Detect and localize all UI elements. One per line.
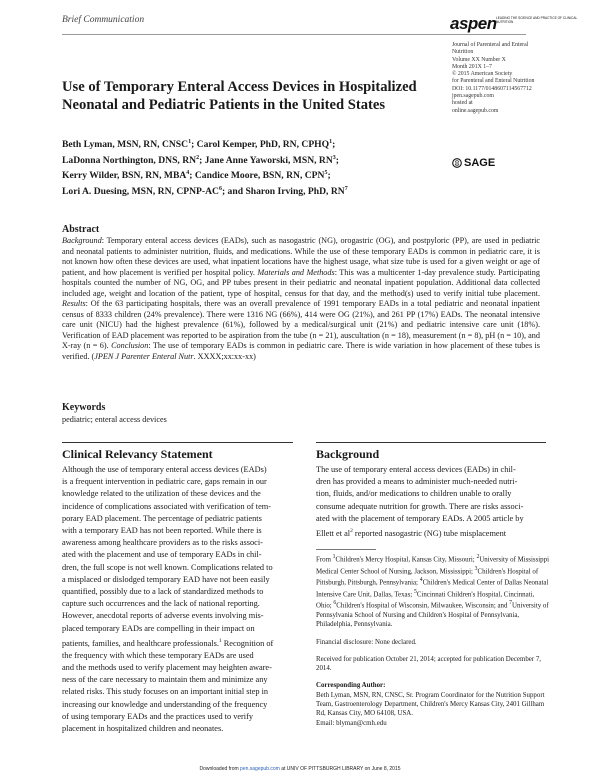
corresponding-label: Corresponding Author: (316, 682, 386, 690)
text-line: quantified, possibly due to a lack of standardized methods to (62, 587, 264, 597)
author: Jane Anne Yaworski, MSN, $RN^3$; (204, 154, 339, 166)
keywords-text: pediatric; enteral access devices (62, 415, 167, 424)
sage-word: SAGE (464, 157, 496, 169)
footnote-rule (316, 549, 376, 550)
author-list (62, 136, 392, 198)
reference-mark: 2 (350, 528, 353, 535)
text-line: is a frequent intervention in pediatric care, gaps remain in our (62, 477, 267, 487)
background-text: : Temporary enteral access devices (EADs), such as nasogastric (NG), orogastric (OG), and postpyloric (PP), are used in pediatric and neonatal patients to administer nutrition, fluids, and medications. While the use of these temporary EADs is common in pediatric care, it is not known how often these devices are used, what inpatient locations have the highest usage, what size tube is used for a given weight or age of patient, and how placement is verified per hospital policy. (62, 236, 540, 277)
journal-info-line: Month 201X 1–7 (452, 63, 492, 70)
journal-info-line[interactable]: jpen.sagepub.com (452, 93, 494, 100)
sage-logo (452, 157, 495, 169)
text-line: knowledge related to the utilization of these devices and the (62, 489, 261, 499)
section-rule-right (316, 442, 546, 443)
journal-info-line: Nutrition (452, 49, 474, 56)
author: Lori A. Duesing, MSN, RN, CPNP-$AC^6$; and (62, 185, 246, 197)
text-line: Although the use of temporary enteral access devices (EADs) (62, 465, 267, 474)
header-rule (62, 34, 526, 35)
text-line: However, anecdotal reports of adverse events involving mis- (62, 611, 264, 621)
journal-info-line[interactable]: online.sagepub.com (452, 107, 499, 114)
corresponding-text: Beth Lyman, MSN, RN, CNSC, Sr. Program Coordinator for the Nutrition Support Team, Gastroenterology Department, Children's Mercy Kansas City, 2401 Gillham Rd, Kansas City, MO 64108, USA. (316, 691, 545, 718)
methods-text: : This was a multicenter 1-day prevalence study. Participating hospitals counted the number of NG, OG, and PP tubes present in their pediatric and neonatal inpatient population. Additional data collected included age, weight and location of the patient, type of hospital, census for that day, and the method(s) used to verify initial tube placement. (62, 267, 540, 298)
footnotes (316, 553, 549, 728)
author: Beth Lyman, MSN, RN, CNSC$^1$; (62, 139, 197, 151)
text-line: the frequency with which these temporary EADs are used (62, 650, 254, 660)
sage-mark-icon (452, 158, 462, 168)
text-line: patients, families, and healthcare professionals.$^1$ Recognition of (62, 637, 274, 648)
text-line: related risks. This study focuses on an important initial step in (62, 687, 269, 697)
corresponding-email[interactable]: Email: blyman@cmh.edu (316, 719, 387, 727)
journal-info-line: hosted at (452, 100, 473, 107)
affiliations: From $^1$Children's Mercy Hospital, Kansas City, Missouri; $^2$University of Mississippi Medical Center School of Nursing, Jackson, Mississippi; $^3$Children's Hospital of Pittsburgh, Pittsburgh, Pennsylvania; $^4$Children's Medical Center of Dallas Neonatal Intensive Care Unit, Dallas, Texas; $^5$Cincinnati Children's Hospital, Cincinnati, Ohio; $^6$Children's Hospital of Wisconsin, Milwaukee, Wisconsin; and $^7$University of Pennsylvania School of Nursing and Children's Hospital of Pennsylvania, Philadelphia, Pennsylvania. (316, 554, 549, 629)
received-dates: Received for publication October 21, 2014; accepted for publication December 7, 2014. (316, 655, 542, 673)
citation: JPEN J Parenter Enteral Nutr (94, 352, 194, 362)
text-line: a misplaced or dislodged temporary EAD have not been easily (62, 574, 270, 584)
background-body (316, 464, 546, 540)
text-line: consume adequate nutrition for growth. There are risks associ- (316, 501, 524, 511)
aspen-logo (450, 14, 590, 34)
text-line: increasing our knowledge and understanding of the frequency (62, 699, 268, 709)
clinical-heading: Clinical Relevancy Statement (62, 447, 213, 461)
conclusion-label: Conclusion (111, 341, 149, 351)
text-line: capture such occurrences and the lack of national reporting. (62, 599, 260, 609)
conclusion-text: : The use of temporary EADs is common in pediatric care. There is wide variation in how placement of these tubes is verified. ( (62, 341, 540, 362)
article-title: Use of Temporary Enteral Access Devices in Hospitalized Neonatal and Pediatric Patients in the United States (62, 79, 417, 113)
results-text: : Of the 63 participating hospitals, there was an overall prevalence of 1991 temporary EADs in a total pediatric and neonatal inpatient census of 8333 children (24% prevalence). There were 1316 NG (66%), 414 were OG (21%), and 261 PP (17%) EADs. The neonatal intensive care unit (NICU) had the highest prevalence (61%), followed by a medical/surgical unit (21%) and pediatric intensive care unit (18%). Verification of EAD placement was reported to be aspiration from the tube (n = 21), auscultation (n = 18), measurement (n = 8), pH (n = 10), and X-ray (n = 6). (62, 299, 540, 351)
journal-info (452, 42, 582, 115)
citation-tail: . XXXX;xx:xx-xx) (193, 352, 256, 362)
abstract-body (62, 236, 540, 363)
journal-info-line: DOI: 10.1177/0148607114567712 (452, 85, 532, 92)
text-line: tion, fluids, and/or medications to children unable to orally (316, 489, 512, 499)
text-line: dren has provided a means to administer much-needed nutri- (316, 477, 518, 487)
journal-info-line: Volume XX Number X (452, 56, 506, 63)
text-line: dren, the full scope is not well known. Complications related to (62, 562, 273, 572)
text-line: Ellett et $al^2$ reported nasogastric (NG) tube misplacement (316, 528, 507, 538)
background-heading: Background (316, 447, 380, 461)
author: Sharon Irving, PhD, $RN^7$ (245, 185, 348, 197)
abstract-heading: Abstract (62, 224, 100, 235)
text-line: ated with the placement and use of temporary EADs in chil- (62, 550, 262, 560)
text-line: placement in hospitalized children and neonates. (62, 724, 224, 734)
text-line: ated with the placement of temporary EADs. A 2005 article by (316, 513, 524, 523)
keywords-heading: Keywords (62, 402, 106, 413)
logo-tagline: LEADING THE SCIENCE AND PRACTICE OF CLINICAL NUTRITION (496, 16, 578, 24)
journal-info-line: for Parenteral and Enteral Nutrition (452, 78, 535, 85)
author: Carol Kemper, PhD, RN, CPHQ$^1$; (196, 139, 336, 151)
logo-word: aspen (450, 14, 497, 33)
text-line: ness of the care necessary to maintain them and minimize any (62, 675, 268, 685)
text-line: and the methods used to verify placement may heighten aware- (62, 663, 272, 673)
section-label: Brief Communication (62, 15, 145, 25)
download-footer: Downloaded from pen.sagepub.com at UNIV OF PITTSBURGH LIBRARY on June 8, 2015 (199, 766, 401, 772)
reference-mark: 1 (218, 637, 222, 644)
financial-disclosure: Financial disclosure: None declared. (316, 638, 417, 646)
background-label: Background (62, 236, 102, 245)
author: LaDonna Northington, DNS, $RN^2$; (62, 154, 205, 166)
journal-info-line: Journal of Parenteral and Enteral (452, 42, 529, 48)
clinical-body (62, 464, 293, 735)
author: Kerry Wilder, BSN, RN, MBA$^4$; (62, 169, 195, 182)
text-line: incidence of complications associated with verification of tem- (62, 501, 271, 511)
section-rule-left (62, 442, 293, 443)
text-line: of using temporary EADs and the practices used to verify (62, 711, 254, 721)
text-line: The use of temporary enteral access devices (EADs) in chil- (316, 465, 516, 474)
methods-label: Materials and Methods (257, 267, 335, 277)
text-line: with a temporary EAD has not been reported. While there is (62, 526, 262, 536)
text-line: porary EAD placement. The percentage of pediatric patients (62, 513, 262, 523)
text-line: placed temporary EADs are compelling in their impact on (62, 623, 255, 633)
author: Candice Moore, BSN, RN, CPN$^5$; (194, 169, 331, 182)
text-line: awareness among healthcare providers as to the risks associ- (62, 538, 263, 548)
journal-info-line: © 2015 American Society (452, 71, 513, 78)
footer-link[interactable]: pen.sagepub.com (240, 766, 280, 772)
results-label: Results (62, 299, 86, 309)
